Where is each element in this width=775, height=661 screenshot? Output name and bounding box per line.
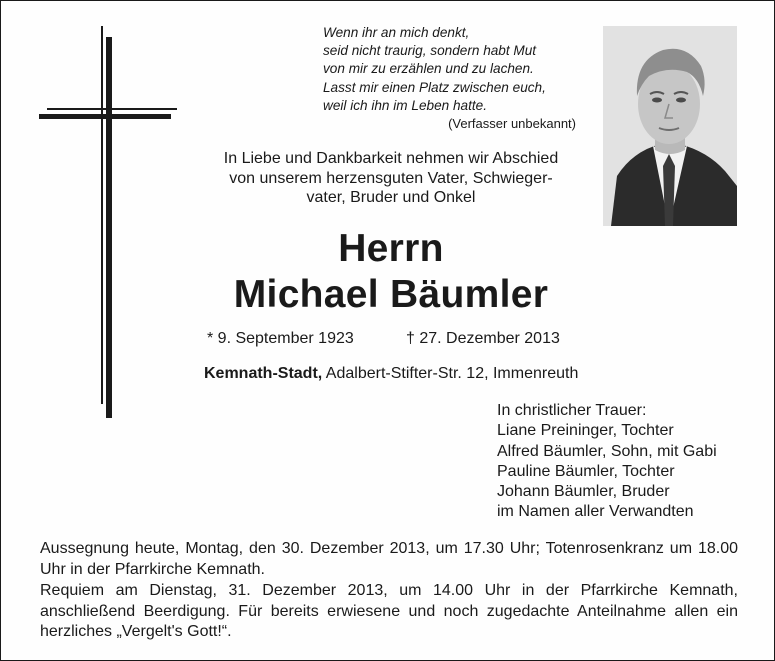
- mourner-line: Johann Bäumler, Bruder: [497, 483, 670, 501]
- mourner-line: In christlicher Trauer:: [497, 402, 647, 419]
- address-place: Kemnath-Stadt,: [204, 365, 323, 382]
- intro-line: In Liebe und Dankbarkeit nehmen wir Abschied: [223, 150, 559, 167]
- deceased-name: Michael Bäumler: [233, 273, 549, 316]
- service-paragraph-2: Requiem am Dienstag, 31. Dezember 2013, um 14.00 Uhr in der Pfarrkirche Kemnath, anschließend Beerdigung. Für bereits erwiesene und noch zugedachte Anteilnahme allen ein herzliches „Vergelt's Gott!“.: [40, 582, 738, 640]
- mourner-line: Alfred Bäumler, Sohn, mit Gabi: [497, 442, 717, 460]
- poem-line: seid nicht traurig, sondern habt Mut: [323, 43, 537, 59]
- salutation: Herrn: [338, 227, 444, 270]
- mourners-list: [497, 401, 717, 523]
- portrait-image: [603, 26, 737, 226]
- portrait-photo: [603, 26, 737, 226]
- address-street: Adalbert-Stifter-Str. 12, Immenreuth: [325, 365, 579, 382]
- intro-text: [171, 149, 611, 208]
- poem: [323, 24, 576, 133]
- service-paragraph-1: Aussegnung heute, Montag, den 30. Dezember 2013, um 17.30 Uhr; Totenrosenkranz um 18.00 Uhr in der Pfarrkirche Kemnath.: [40, 540, 738, 578]
- mourner-line: im Namen aller Verwandten: [497, 503, 694, 521]
- birth-date: * 9. September 1923: [207, 330, 354, 347]
- mourner-line: Pauline Bäumler, Tochter: [497, 462, 675, 480]
- poem-line: weil ich ihn im Leben hatte.: [323, 97, 487, 113]
- poem-line: von mir zu erzählen und zu lachen.: [323, 61, 534, 77]
- poem-line: Lasst mir einen Platz zwischen euch,: [323, 79, 546, 95]
- poem-line: Wenn ihr an mich denkt,: [323, 25, 470, 40]
- mourner-line: Liane Preininger, Tochter: [497, 422, 674, 440]
- address: [204, 365, 578, 383]
- poem-author: (Verfasser unbekannt): [448, 116, 576, 132]
- intro-line: von unserem herzensguten Vater, Schwieger-: [229, 169, 553, 187]
- intro-line: vater, Bruder und Onkel: [306, 189, 476, 206]
- death-date: † 27. Dezember 2013: [406, 330, 560, 347]
